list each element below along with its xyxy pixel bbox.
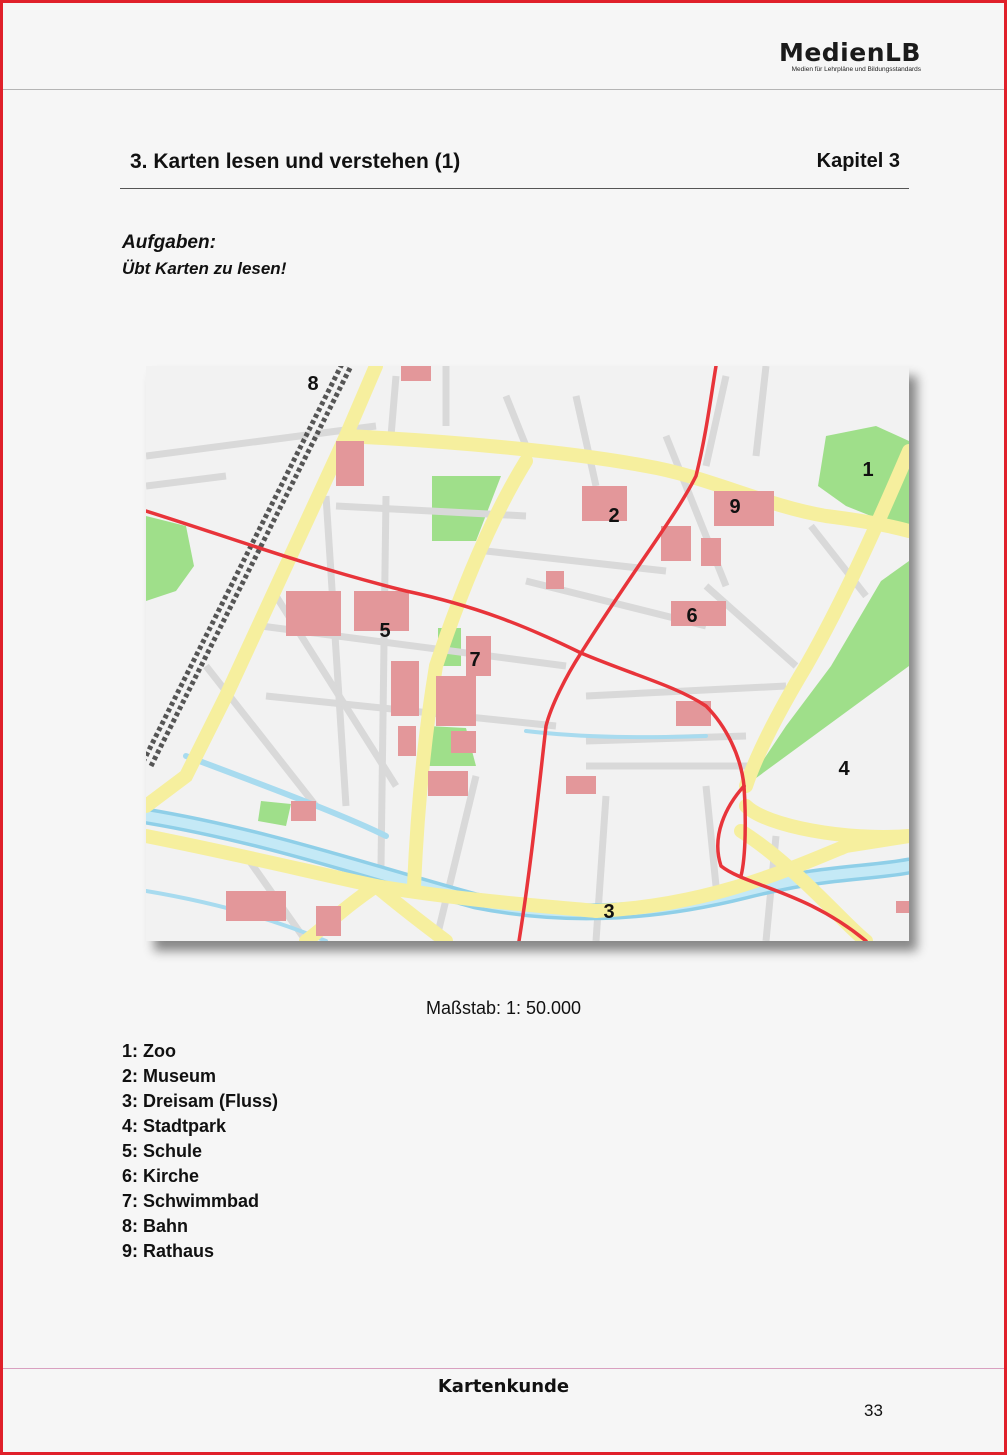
building-block-15: [546, 571, 564, 589]
building-block-13: [401, 366, 431, 381]
building-block-7: [701, 538, 721, 566]
building-museum: [582, 486, 627, 521]
chapter-label: Kapitel 3: [816, 150, 900, 172]
building-block-1: [391, 661, 419, 716]
map-scale: Maßstab: 1: 50.000: [425, 998, 582, 1018]
building-rathaus: [714, 491, 774, 526]
marker-6: 6: [686, 605, 698, 627]
legend-item: 5: Schule: [122, 1141, 203, 1161]
legend-item: 2: Museum: [122, 1066, 217, 1086]
marker-4: 4: [838, 758, 850, 780]
legend-item: 8: Bahn: [122, 1216, 189, 1236]
building-block-14: [896, 901, 909, 913]
marker-9: 9: [729, 496, 741, 518]
marker-8: 8: [307, 373, 319, 395]
title-divider: [120, 188, 909, 189]
legend-item: 7: Schwimmbad: [122, 1191, 260, 1211]
city-map-graphic: [146, 366, 909, 941]
medienlb-logo: [779, 40, 921, 74]
legend-item: 4: Stadtpark: [122, 1116, 227, 1136]
building-block-10: [226, 891, 286, 921]
building-block-4: [428, 771, 468, 796]
legend-item: 1: Zoo: [122, 1041, 176, 1061]
marker-3: 3: [603, 901, 615, 923]
marker-7: 7: [469, 649, 481, 671]
page-number: 33: [864, 1401, 883, 1420]
city-map: [146, 366, 909, 941]
marker-5: 5: [379, 620, 391, 642]
map-legend: [122, 1040, 278, 1265]
building-block-11: [316, 906, 341, 936]
building-block-6: [661, 526, 691, 561]
marker-1: 1: [862, 459, 874, 481]
building-block-3: [451, 731, 476, 753]
building-kirche: [671, 601, 726, 626]
building-west: [286, 591, 341, 636]
logo-title: MedienLB: [778, 38, 921, 67]
page-title: 3. Karten lesen und verstehen (1): [130, 150, 461, 173]
marker-2: 2: [608, 505, 620, 527]
legend-item: 9: Rathaus: [122, 1241, 215, 1261]
footer-divider: [3, 1368, 1004, 1369]
tasks-instruction: Übt Karten zu lesen!: [122, 259, 287, 278]
building-station: [336, 441, 364, 486]
building-block-2: [436, 676, 476, 726]
building-block-9: [566, 776, 596, 794]
logo-subtitle: Medien für Lehrpläne und Bildungsstandards: [791, 66, 921, 73]
footer-title: Kartenkunde: [437, 1376, 570, 1397]
legend-item: 3: Dreisam (Fluss): [122, 1091, 279, 1111]
tasks-heading: Aufgaben:: [122, 232, 216, 253]
legend-item: 6: Kirche: [122, 1166, 200, 1186]
building-block-5: [398, 726, 416, 756]
header-divider: [3, 89, 1004, 90]
building-block-12: [291, 801, 316, 821]
